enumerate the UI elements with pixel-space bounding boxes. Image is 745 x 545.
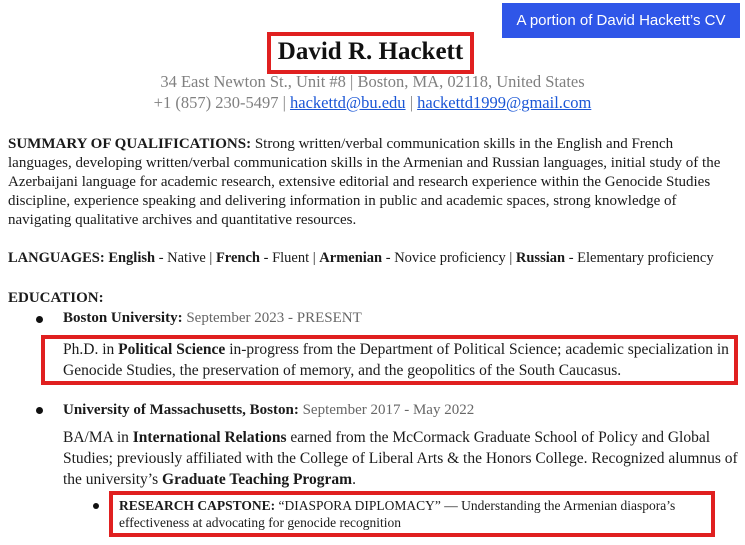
capstone-item <box>119 497 709 531</box>
email-link-gmail[interactable]: hackettd1999@gmail.com <box>417 93 592 112</box>
education-heading: EDUCATION: <box>8 290 104 306</box>
cv-name: David R. Hackett <box>277 38 464 65</box>
degree-field: Political Science <box>118 341 226 358</box>
language-level: - Native <box>155 250 206 266</box>
education-entry-header <box>63 401 474 420</box>
language-level: - Elementary proficiency <box>565 250 714 266</box>
language-level: - Fluent <box>259 250 310 266</box>
degree-text: Ph.D. in <box>63 341 119 358</box>
capstone-label: RESEARCH CAPSTONE: <box>119 498 276 513</box>
languages-section <box>8 249 740 268</box>
bullet-icon <box>36 316 43 323</box>
capstone-text: “DIASPORA DIPLOMACY” — Understanding the Armenian diaspora’s effectiveness at advocating for genocide recognition <box>119 498 676 530</box>
contact-separator: | <box>405 93 418 112</box>
degree-text: earned from the McCormack Graduate School of Policy and Global Studies; previously affiliated with the College of Liberal Arts & the Honors College. Recognized alumnus of the university’s <box>63 429 738 488</box>
school-name: University of Massachusetts, Boston: <box>63 402 299 418</box>
bullet-icon <box>36 407 43 414</box>
email-link-bu[interactable]: hackettd@bu.edu <box>290 93 406 112</box>
language-name: French <box>215 250 260 266</box>
school-dates: September 2023 - PRESENT <box>182 310 362 326</box>
contact-separator: | <box>278 93 291 112</box>
degree-description <box>63 339 738 381</box>
language-separator: | <box>309 250 320 266</box>
language-separator: | <box>205 250 216 266</box>
school-name: Boston University: <box>63 310 183 326</box>
language-separator: | <box>505 250 516 266</box>
sub-bullet-icon <box>93 503 99 509</box>
summary-label: SUMMARY OF QUALIFICATIONS: <box>8 136 252 152</box>
contact-address: 34 East Newton St., Unit #8 | Boston, MA, 02118, United States <box>160 72 585 91</box>
degree-field: International Relations <box>132 429 287 446</box>
school-dates: September 2017 - May 2022 <box>298 402 475 418</box>
education-entry-header <box>63 309 362 328</box>
degree-description <box>63 427 738 490</box>
program-name: Graduate Teaching Program <box>162 471 353 488</box>
degree-text: in-progress from the Department of Political Science; academic specialization in Genocide Studies, the preservation of memory, and the geopolitics of the South Caucasus. <box>63 341 729 379</box>
degree-text: BA/MA in <box>63 429 133 446</box>
language-name: Armenian <box>319 250 383 266</box>
languages-label: LANGUAGES: <box>8 250 105 266</box>
caption-label: A portion of David Hackett’s CV <box>502 3 740 38</box>
language-level: - Novice proficiency <box>382 250 506 266</box>
language-name: Russian <box>515 250 566 266</box>
contact-phone: +1 (857) 230-5497 <box>153 93 279 112</box>
language-name: English <box>108 250 156 266</box>
summary-text: Strong written/verbal communication skills in the English and French languages, developing written/verbal communication skills in the Armenian and Russian languages, initial study of the Azerbaijani language for academic research, extensive editorial and research experience within the Genocide Studies discipline, experience speaking and delivering information in public and academic spaces, strong knowledge of navigating qualitative archives and quantitative resources. <box>8 136 721 228</box>
degree-text: . <box>352 471 356 488</box>
contact-line <box>0 93 745 113</box>
summary-section <box>8 135 740 230</box>
